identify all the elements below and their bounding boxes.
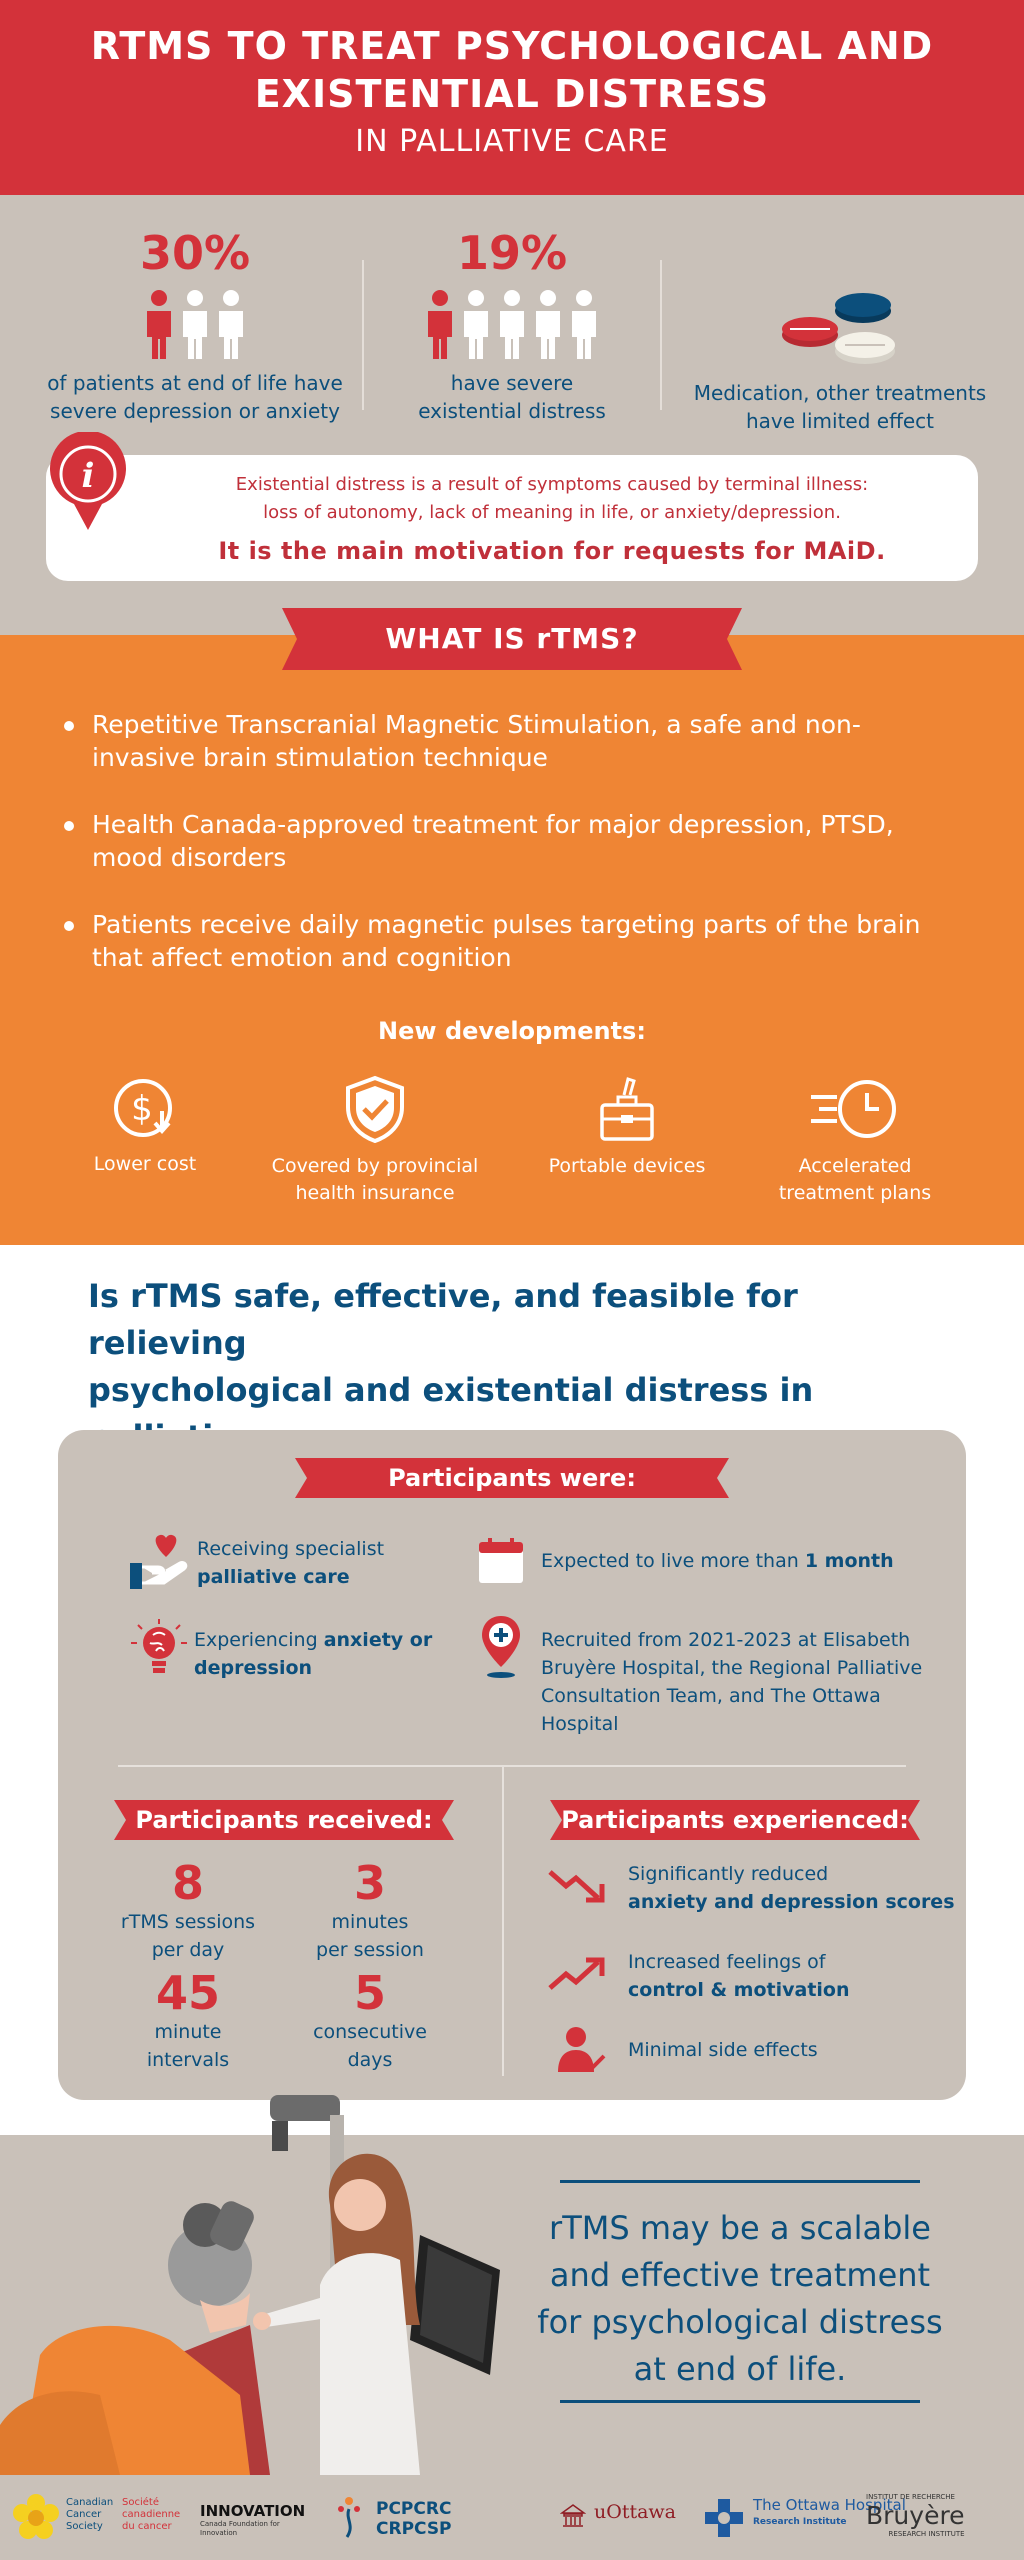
svg-text:i: i [81, 456, 95, 496]
pcpcrc-mark [335, 2495, 363, 2539]
ottawa-hospital-mark [703, 2497, 745, 2539]
stat-caption-line1: have severe [450, 371, 574, 395]
person-icon [533, 289, 563, 359]
experienced-reduced: Significantly reduced anxiety and depression scores [628, 1863, 955, 1913]
received-minutes: 3 minutes per session [316, 1856, 424, 1961]
divider [560, 2400, 920, 2403]
daffodil-logo [12, 2493, 60, 2541]
what-content [0, 635, 1024, 1245]
experienced-control: Increased feelings of control & motivation [628, 1951, 850, 2001]
conclusion-text: rTMS may be a scalable and effective treatment for psychological distress at end of life. [537, 2209, 943, 2388]
dev-accelerated: Accelerated treatment plans [755, 1075, 955, 1207]
received-sessions: 8 rTMS sessions per day [120, 1856, 256, 1961]
what-bullet: Patients receive daily magnetic pulses targeting parts of the brain that affect emotion and cognition [60, 908, 980, 974]
dev-insurance: Covered by provincial health insurance [265, 1075, 485, 1207]
stat-depression [35, 225, 355, 425]
received-intervals: 45 minute intervals [146, 1966, 230, 2071]
ccs-logo-fr: Société canadienne du cancer [122, 2497, 181, 2532]
trend-up-icon [548, 1954, 608, 1994]
fast-clock-icon [807, 1075, 903, 1143]
participant-item-palliative: Receiving specialist palliative care [197, 1538, 385, 1588]
divider [362, 260, 364, 410]
info-icon [46, 432, 130, 532]
person-check-icon [558, 2026, 608, 2076]
pills-icon [670, 285, 1010, 369]
received-days: 5 consecutive days [313, 1966, 427, 2071]
dollar-coin-icon [110, 1075, 180, 1141]
info-line2: loss of autonomy, lack of meaning in life, or anxiety/depression. [263, 502, 841, 523]
people-icon-row [372, 285, 652, 359]
participants-title: Participants were: [388, 1464, 636, 1492]
dev-lower-cost: $ Lower cost [45, 1075, 245, 1178]
hospital-pin-icon [480, 1615, 522, 1681]
new-developments-title: New developments: [378, 1017, 646, 1045]
brain-bulb-icon [128, 1617, 190, 1681]
what-bullet: Repetitive Transcranial Magnetic Stimulation, a safe and non- invasive brain stimulation technique [60, 708, 980, 774]
received-title: Participants received: [135, 1806, 433, 1834]
stats-section [0, 195, 1024, 635]
shield-check-icon [342, 1075, 408, 1143]
subtitle: IN PALLIATIVE CARE [355, 124, 669, 159]
person-icon [144, 289, 174, 359]
dev-portable: Portable devices [527, 1075, 727, 1180]
title-line1: RTMS TO TREAT PSYCHOLOGICAL AND [90, 24, 934, 68]
ccs-logo-en: Canadian Cancer Society [66, 2497, 114, 2532]
info-line1: Existential distress is a result of symptoms caused by terminal illness: [235, 474, 869, 495]
innovation-logo: INNOVATION Canada Foundation for Innovation [200, 2502, 306, 2537]
divider [660, 260, 662, 410]
calendar-icon [478, 1538, 524, 1584]
stat-value: 19% [456, 226, 568, 280]
conclusion-section [0, 2135, 1024, 2475]
heart-hand-icon [128, 1533, 190, 1591]
person-icon [216, 289, 246, 359]
person-icon [180, 289, 210, 359]
person-icon [425, 289, 455, 359]
study-section [0, 1245, 1024, 2135]
uottawa-mark [560, 2503, 586, 2529]
stat-caption-line2: existential distress [418, 399, 606, 423]
experienced-side-effects: Minimal side effects [628, 2039, 818, 2061]
what-title: WHAT IS rTMS? [385, 622, 639, 655]
portable-device-icon [594, 1075, 660, 1143]
patient-illustration [0, 2095, 520, 2475]
header-banner [0, 0, 1024, 195]
title-line2: EXISTENTIAL DISTRESS [254, 72, 770, 116]
bruyere-logo: INSTITUT DE RECHERCHE Bruyère RESEARCH INSTITUTE [866, 2493, 965, 2538]
uottawa-logo: uOttawa [594, 2501, 677, 2523]
participant-item-recruitment: Recruited from 2021-2023 at Elisabeth Bruyère Hospital, the Regional Palliative Consultation Team, and The Ottawa Hospital [541, 1629, 923, 1735]
divider [560, 2180, 920, 2183]
person-icon [569, 289, 599, 359]
stat-caption-line1: Medication, other treatments [693, 381, 987, 405]
stat-caption-line2: have limited effect [745, 409, 934, 433]
info-emphasis: It is the main motivation for requests for MAiD. [218, 537, 886, 565]
pcpcrc-logo: PCPCRC CRPCSP [376, 2499, 452, 2539]
research-question: Is rTMS safe, effective, and feasible for relieving psychological and existential distress in [88, 1277, 814, 1409]
person-icon [497, 289, 527, 359]
participant-item-life-expectancy: Expected to live more than 1 month [541, 1550, 894, 1572]
stat-caption-line1: of patients at end of life have [47, 371, 343, 395]
ottawa-hospital-logo: The Ottawa Hospital Research Institute [753, 2496, 906, 2527]
participants-card [58, 1430, 966, 2100]
person-icon [461, 289, 491, 359]
info-box [46, 455, 978, 581]
divider [502, 1766, 504, 2076]
trend-down-icon [548, 1866, 608, 1906]
experienced-title: Participants experienced: [561, 1806, 909, 1834]
participant-item-anxiety: Experiencing anxiety or depression [194, 1629, 433, 1679]
stat-existential [372, 225, 652, 425]
stat-medication [670, 225, 1010, 435]
people-icon-row [35, 285, 355, 359]
svg-text:$: $ [131, 1089, 153, 1129]
stat-value: 30% [139, 226, 251, 280]
stat-caption-line2: severe depression or anxiety [50, 399, 340, 423]
what-bullet: Health Canada-approved treatment for major depression, PTSD, mood disorders [60, 808, 980, 874]
divider [118, 1765, 906, 1767]
partner-logos [0, 2475, 1024, 2560]
